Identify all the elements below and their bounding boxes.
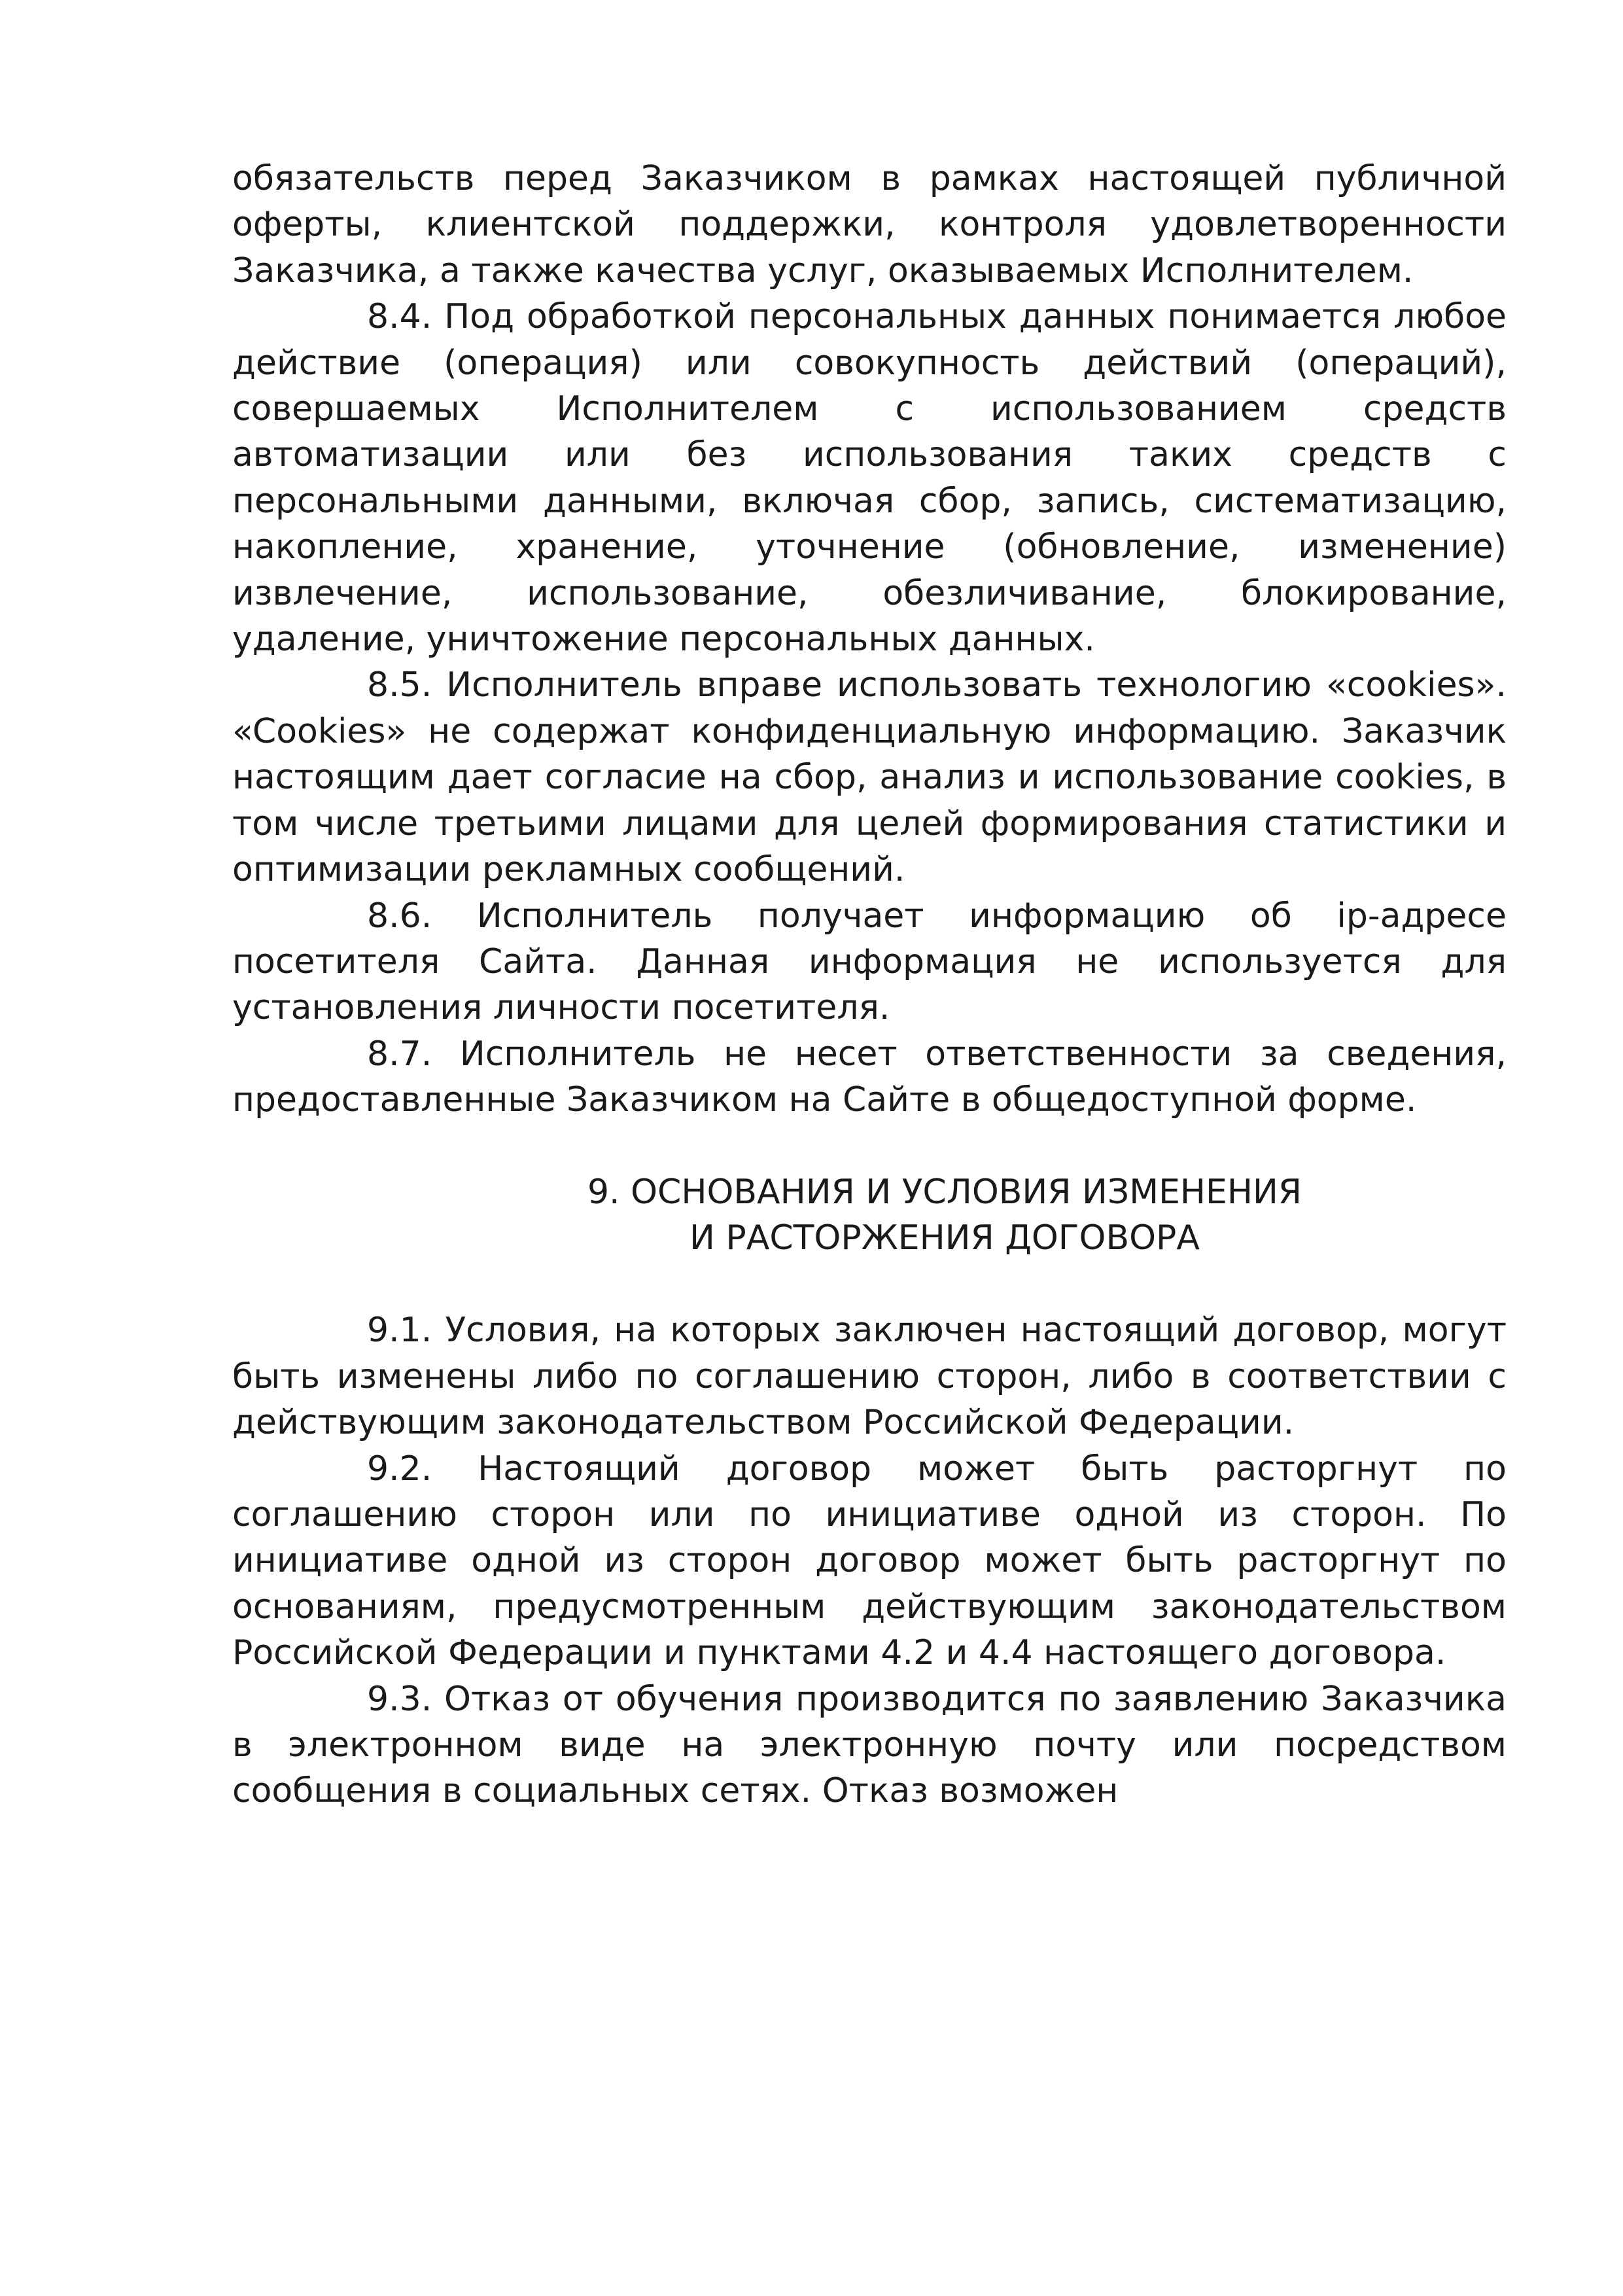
paragraph-9-3: 9.3. Отказ от обучения производится по заявлению Заказчика в электронном виде на электронную почту или посредством сообщения в социальных сетях. Отказ возможен (232, 1679, 1507, 1811)
paragraph-9-2: 9.2. Настоящий договор может быть расторгнут по соглашению сторон или по инициативе одной из сторон. По инициативе одной из сторон договор может быть расторгнут по основаниям, предусмотренным действующим законодательством Российской Федерации и пунктами 4.2 и 4.4 настоящего договора. (232, 1449, 1507, 1673)
section-heading-line-1: 9. ОСНОВАНИЯ И УСЛОВИЯ ИЗМЕНЕНИЯ (587, 1172, 1302, 1212)
paragraph-continuation: обязательств перед Заказчиком в рамках настоящей публичной оферты, клиентской поддержки, контроля удовлетворенности Заказчика, а также качества услуг, оказываемых Исполнителем. (232, 159, 1507, 291)
document-page (232, 156, 1507, 1814)
paragraph-8-4: 8.4. Под обработкой персональных данных понимается любое действие (операция) или совокупность действий (операций), совершаемых Исполнителем с использованием средств автоматизации или без использования таких средств с персональными данными, включая сбор, запись, систематизацию, накопление, хранение, уточнение (обновление, изменение) извлечение, использование, обезличивание, блокирование, удаление, уничтожение персональных данных. (232, 297, 1507, 660)
paragraph-8-6: 8.6. Исполнитель получает информацию об ip-адресе посетителя Сайта. Данная информация не используется для установления личности посетителя. (232, 896, 1507, 1028)
section-heading-9 (232, 1169, 1507, 1262)
paragraph-8-5: 8.5. Исполнитель вправе использовать технологию «cookies». «Cookies» не содержат конфиденциальную информацию. Заказчик настоящим дает согласие на сбор, анализ и использование cookies, в том числе третьими лицами для целей формирования статистики и оптимизации рекламных сообщений. (232, 665, 1507, 890)
paragraph-8-7: 8.7. Исполнитель не несет ответственности за сведения, предоставленные Заказчиком на Сайте в общедоступной форме. (232, 1034, 1507, 1120)
section-heading-line-2: И РАСТОРЖЕНИЯ ДОГОВОРА (689, 1218, 1200, 1258)
paragraph-9-1: 9.1. Условия, на которых заключен настоящий договор, могут быть изменены либо по соглашению сторон, либо в соответствии с действующим законодательством Российской Федерации. (232, 1311, 1507, 1443)
